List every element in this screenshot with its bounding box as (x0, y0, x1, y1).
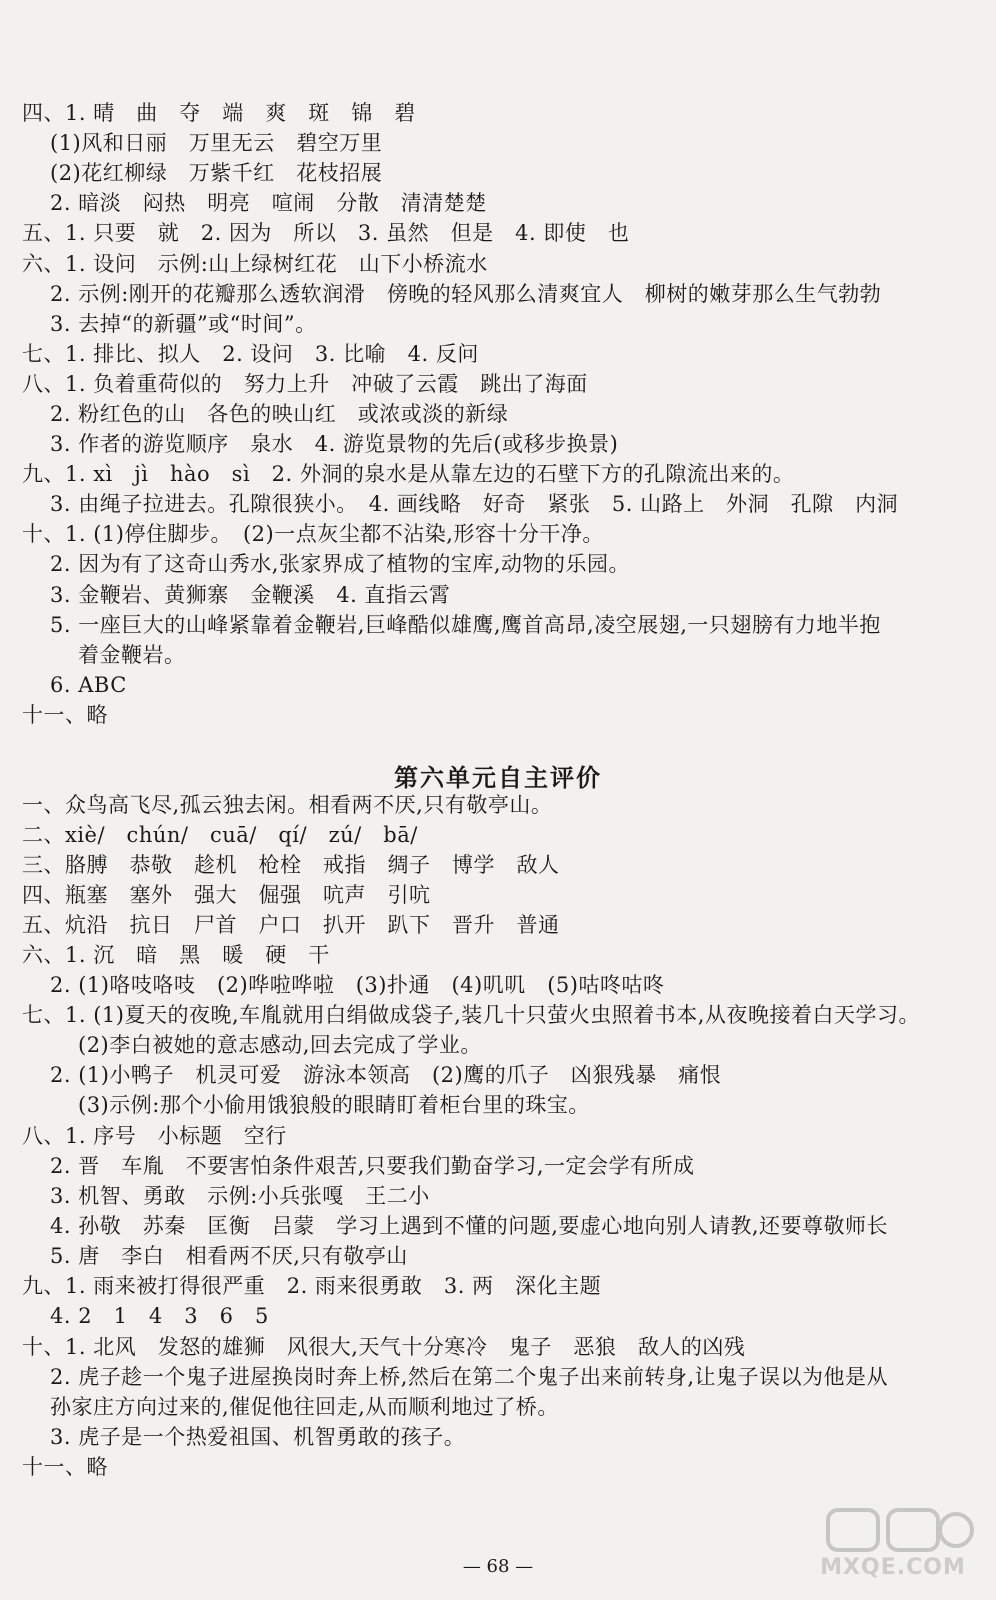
answer-line: 一、众鸟高飞尽,孤云独去闲。相看两不厌,只有敬亭山。 (22, 793, 553, 817)
answer-line: 四、1. 晴 曲 夺 端 爽 斑 锦 碧 (22, 101, 416, 125)
answer-line: 二、xiè/ chún/ cuā/ qí/ zú/ bā/ (22, 823, 418, 847)
answer-line: 四、瓶塞 塞外 强大 倔强 吭声 引吭 (22, 883, 431, 907)
answer-line: 九、1. 雨来被打得很严重 2. 雨来很勇敢 3. 两 深化主题 (22, 1274, 602, 1298)
answer-line: 4. 孙敬 苏秦 匡衡 吕蒙 学习上遇到不懂的问题,要虚心地向别人请教,还要尊敬师长 (50, 1214, 889, 1238)
answer-line: 3. 去掉“的新疆”或“时间”。 (50, 312, 317, 336)
answer-line: 2. (1)咯吱咯吱 (2)哗啦哗啦 (3)扑通 (4)叽叽 (5)咕咚咕咚 (50, 973, 665, 997)
watermark-text: MXQE.COM (820, 1555, 966, 1580)
answer-line: 5. 一座巨大的山峰紧靠着金鞭岩,巨峰酷似雄鹰,鹰首高昂,凌空展翅,一只翅膀有力地半抱 (50, 613, 881, 637)
answer-line: 八、1. 负着重荷似的 努力上升 冲破了云霞 跳出了海面 (22, 372, 588, 396)
answer-line: 2. 暗淡 闷热 明亮 喧闹 分散 清清楚楚 (50, 191, 487, 215)
answer-line: 2. 因为有了这奇山秀水,张家界成了植物的宝库,动物的乐园。 (50, 552, 631, 576)
answer-line: 3. 作者的游览顺序 泉水 4. 游览景物的先后(或移步换景) (50, 432, 619, 456)
answer-line: (2)李白被她的意志感动,回去完成了学业。 (78, 1033, 482, 1057)
answer-line: 3. 由绳子拉进去。孔隙很狭小。 4. 画线略 好奇 紧张 5. 山路上 外洞 孔隙 内洞 (50, 492, 899, 516)
page-number: — 68 — (462, 1556, 534, 1577)
answer-line: 3. 虎子是一个热爱祖国、机智勇敢的孩子。 (50, 1425, 466, 1449)
answer-line: 2. 示例:刚开的花瓣那么透软润滑 傍晚的轻风那么清爽宜人 柳树的嫩芽那么生气勃勃 (50, 282, 882, 306)
answer-line: (3)示例:那个小偷用饿狼般的眼睛盯着柜台里的珠宝。 (78, 1093, 590, 1117)
answer-line: 4. 2 1 4 3 6 5 (50, 1304, 269, 1328)
answer-line: 着金鞭岩。 (78, 643, 186, 667)
answer-line: 三、胳膊 恭敬 趁机 枪栓 戒指 绸子 博学 敌人 (22, 853, 560, 877)
section-title: 第六单元自主评价 (394, 764, 602, 792)
answer-line: 2. 晋 车胤 不要害怕条件艰苦,只要我们勤奋学习,一定会学有所成 (50, 1154, 695, 1178)
answer-line: 五、1. 只要 就 2. 因为 所以 3. 虽然 但是 4. 即使 也 (22, 221, 630, 245)
answer-line: 孙家庄方向过来的,催促他往回走,从而顺利地过了桥。 (50, 1395, 559, 1419)
answer-line: 八、1. 序号 小标题 空行 (22, 1124, 287, 1148)
answer-line: 六、1. 设问 示例:山上绿树红花 山下小桥流水 (22, 252, 488, 276)
answer-line: 3. 金鞭岩、黄狮寨 金鞭溪 4. 直指云霄 (50, 583, 451, 607)
answer-line: (1)风和日丽 万里无云 碧空万里 (50, 131, 383, 155)
answer-line: 2. 粉红色的山 各色的映山红 或浓或淡的新绿 (50, 402, 509, 426)
answer-line: 六、1. 沉 暗 黑 暖 硬 干 (22, 943, 330, 967)
answer-line: 十一、略 (22, 1455, 108, 1479)
answer-line: 5. 唐 李白 相看两不厌,只有敬亭山 (50, 1244, 408, 1268)
answer-line: 十一、略 (22, 703, 108, 727)
answer-line: 十、1. 北风 发怒的雄狮 风很大,天气十分寒冷 鬼子 恶狼 敌人的凶残 (22, 1335, 746, 1359)
answer-line: 七、1. (1)夏天的夜晚,车胤就用白绢做成袋子,装几十只萤火虫照着书本,从夜晚接着白天学习。 (22, 1003, 920, 1027)
watermark-badge-icon (808, 1506, 978, 1556)
watermark-logo (808, 1506, 978, 1582)
answer-line: 五、炕沿 抗日 尸首 户口 扒开 趴下 晋升 普通 (22, 913, 560, 937)
answer-line: 2. (1)小鸭子 机灵可爱 游泳本领高 (2)鹰的爪子 凶狠残暴 痛恨 (50, 1063, 722, 1087)
answer-line: 3. 机智、勇敢 示例:小兵张嘎 王二小 (50, 1184, 430, 1208)
answer-line: 七、1. 排比、拟人 2. 设问 3. 比喻 4. 反问 (22, 342, 479, 366)
answer-line: 九、1. xì jì hào sì 2. 外洞的泉水是从靠左边的石壁下方的孔隙流出来的。 (22, 462, 795, 486)
answer-line: 十、1. (1)停住脚步。 (2)一点灰尘都不沾染,形容十分干净。 (22, 522, 604, 546)
answer-line: (2)花红柳绿 万紫千红 花枝招展 (50, 161, 383, 185)
answer-line: 2. 虎子趁一个鬼子进屋换岗时奔上桥,然后在第二个鬼子出来前转身,让鬼子误以为他是从 (50, 1365, 889, 1389)
answer-line: 6. ABC (50, 673, 127, 697)
